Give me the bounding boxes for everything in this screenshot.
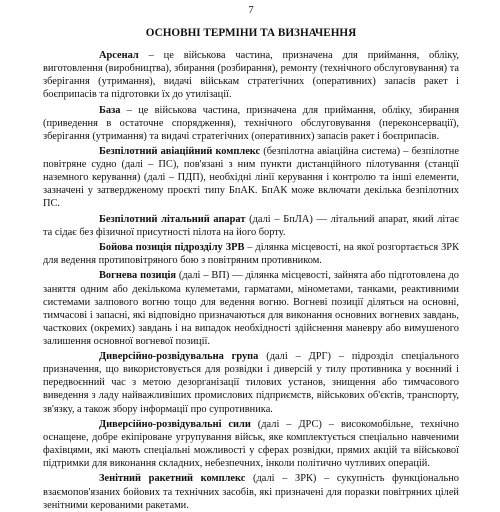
term-label: Безпілотний літальний апарат [99,213,246,225]
term-label: Диверсійно-розвідувальна група [99,351,259,363]
definition-combat-position [43,241,459,267]
term-label: Безпілотний авіаційний комплекс [99,146,261,158]
definition-text: – це військова частина, призначена для приймання, обліку, виготовлення (виробництва), збирання (розбирання), ремонту (технічного обслуговування) та зберігання (утримання), видачі військам стратегічних (оперативних) запасів ракет і боєприпасів та підготовки їх до утилізації. [43,50,459,101]
term-label: Бойова позиція підрозділу ЗРВ [99,242,245,254]
definition-text: (далі – ДРС) – високомобільне, технічно оснащене, добре екіпіроване угрупування військ, яке комплектується спеціально навченими фахівцями, які мають спеціальні можливості у сферах розвідки, прямих акцій та військової підтримки для виконання складних, небезпечних, інколи політично чутливих операцій. [43,418,459,470]
definition-base [43,104,459,143]
page-number: 7 [248,4,254,16]
definition-sabotage-forces [43,418,459,470]
term-label: Зенітний ракетний комплекс [99,473,246,485]
definition-sabotage-group [43,350,459,415]
definition-sam-system [43,472,459,511]
definition-text: – ділянка місцевості, на якої розгортається ЗРК для ведення протиповітряного бою з повітряним противником. [43,242,459,267]
definition-text: (далі – ВП) — ділянка місцевості, зайнята або підготовлена до заняття одним або декількома кулеметами, гарматами, мінометами, танками, реактивними системами залпового вогню тощо для ведення вогню. Вогневі позиції діляться на основні, тимчасові і запасні, які відповідно призначаються для виконання основних вогневих завдань, часткових (окремих) завдань і на випадок необхідності здійснення маневру або вимушеного залишення основної вогневої позиції. [43,270,459,347]
page-title: ОСНОВНІ ТЕРМІНИ ТА ВИЗНАЧЕННЯ [145,27,357,39]
term-label: Диверсійно-розвідувальні сили [99,418,251,430]
term-label: База [99,104,121,116]
term-label: Арсенал [99,50,139,61]
definition-uav [43,213,459,239]
term-label: Вогнева позиція [99,270,176,282]
definition-uas [43,145,459,210]
definition-text: (безпілотна авіаційна система) – безпілотне повітряне судно (далі – ПС), пов'язані з ним пункти дистанційного пілотування (станції наземного керування) (далі – ПДП), необхідні лінії керування і контролю та інші елементи, зазначені у затвердженому проєкті типу БпАК. БпАК може включати декілька безпілотних ПС. [43,146,459,210]
definition-firing-position [43,269,459,348]
definition-arsenal [43,49,459,101]
definition-text: (далі – ДРГ) – підрозділ спеціального призначення, що використовується для розвідки і диверсій у тилу противника у воєнний і передвоєнний час з метою дезорганізації тилових установ, знищення або тимчасового виведення з ладу найважливіших промислових підприємств, військових об'єктів, транспорту, зв'язку, а також збору інформації про супротивника. [43,351,460,415]
definition-text: – це військова частина, призначена для приймання, обліку, збирання (приведення в остаточне спорядження), технічного обслуговування (переконсервації), зберігання (утримання) та видачі стратегічних (оперативних) запасів ракет і боєприпасів. [43,104,459,142]
definition-text: (далі – БпЛА) — літальний апарат, який літає та сідає без фізичної присутності пілота на його борту. [43,213,460,238]
definition-text: (далі – ЗРК) – сукупність функціонально взаємопов'язаних бойових та технічних засобів, які призначені для поразки повітряних цілей зенітними керованими ракетами. [43,473,459,511]
